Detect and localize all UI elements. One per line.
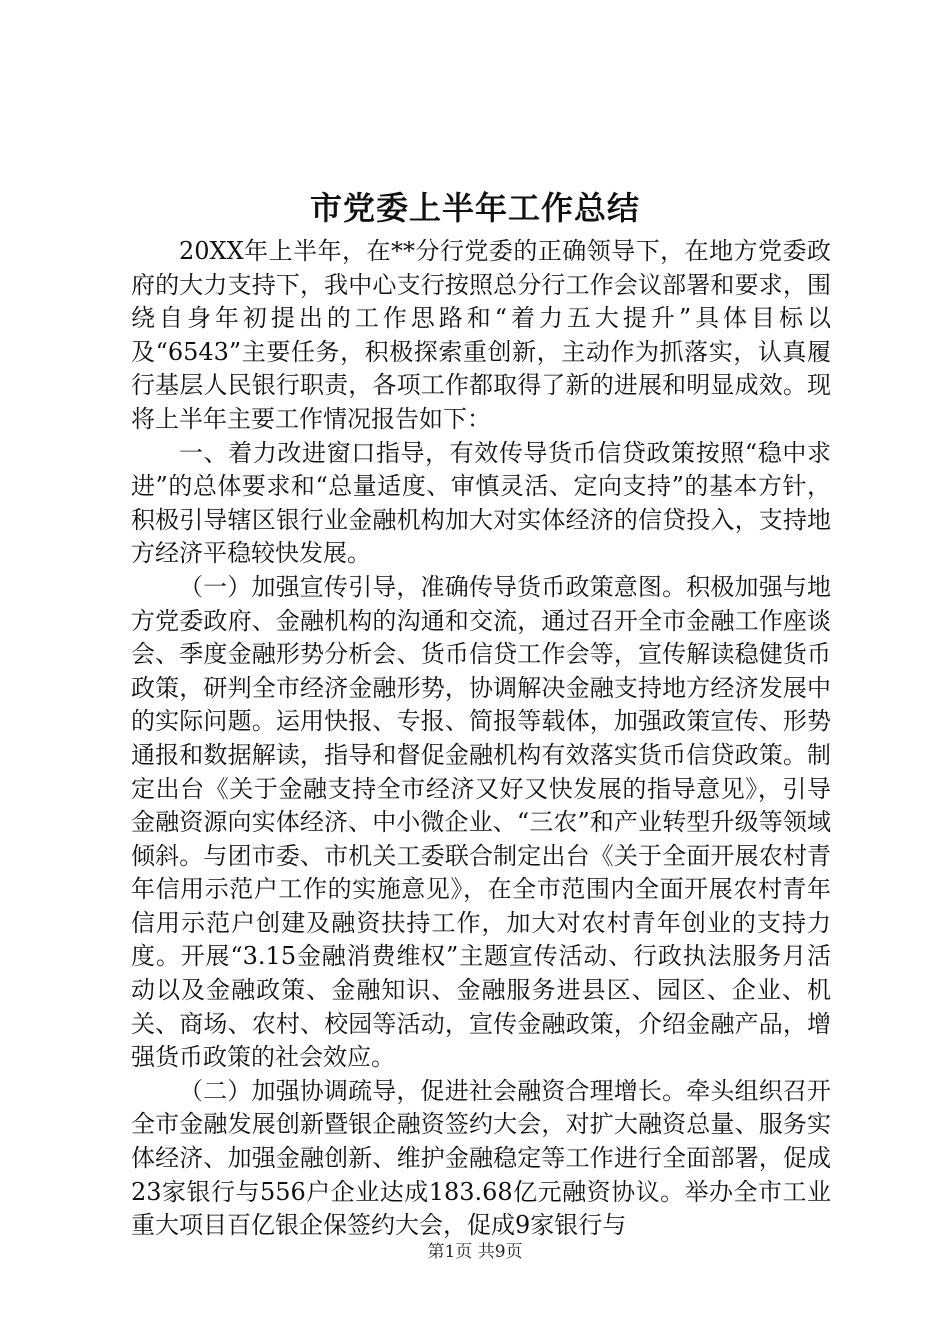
paragraph-section-one: 一、着力改进窗口指导，有效传导货币信贷政策按照“稳中求进”的总体要求和“总量适度、审慎灵活、定向支持”的基本方针，积极引导辖区银行业金融机构加大对实体经济的信贷投入，支持地方经济平稳较快发展。 bbox=[131, 438, 831, 568]
document-body bbox=[131, 235, 831, 1243]
paragraph-intro: 20XX年上半年，在**分行党委的正确领导下，在地方党委政府的大力支持下，我中心支行按照总分行工作会议部署和要求，围绕自身年初提出的工作思路和“着力五大提升”具体目标以及“6543”主要任务，积极探索重创新，主动作为抓落实，认真履行基层人民银行职责，各项工作都取得了新的进展和明显成效。现将上半年主要工作情况报告如下： bbox=[131, 237, 831, 433]
paragraph-subsection-one: （一）加强宣传引导，准确传导货币政策意图。积极加强与地方党委政府、金融机构的沟通和交流，通过召开全市金融工作座谈会、季度金融形势分析会、货币信贷工作会等，宣传解读稳健货币政策，研判全市经济金融形势，协调解决金融支持地方经济发展中的实际问题。运用快报、专报、简报等载体，加强政策宣传、形势通报和数据解读，指导和督促金融机构有效落实货币信贷政策。制定出台《关于金融支持全市经济又好又快发展的指导意见》，引导金融资源向实体经济、中小微企业、“三农”和产业转型升级等领域倾斜。与团市委、市机关工委联合制定出台《关于全面开展农村青年信用示范户工作的实施意见》，在全市范围内全面开展农村青年信用示范户创建及融资扶持工作，加大对农村青年创业的支持力度。开展“3.15金融消费维权”主题宣传活动、行政执法服务月活动以及金融政策、金融知识、金融服务进县区、园区、企业、机关、商场、农村、校园等活动，宣传金融政策，介绍金融产品，增强货币政策的社会效应。 bbox=[131, 572, 831, 1072]
document-title: 市党委上半年工作总结 bbox=[309, 189, 640, 227]
paragraph-subsection-two: （二）加强协调疏导，促进社会融资合理增长。牵头组织召开全市金融发展创新暨银企融资签约大会，对扩大融资总量、服务实体经济、加强金融创新、维护金融稳定等工作进行全面部署，促成23家银行与556户企业达成183.68亿元融资协议。举办全市工业重大项目百亿银企保签约大会，促成9家银行与 bbox=[131, 1076, 831, 1240]
page-footer bbox=[0, 1240, 950, 1264]
page-number: 第1页 共9页 bbox=[427, 1242, 523, 1262]
